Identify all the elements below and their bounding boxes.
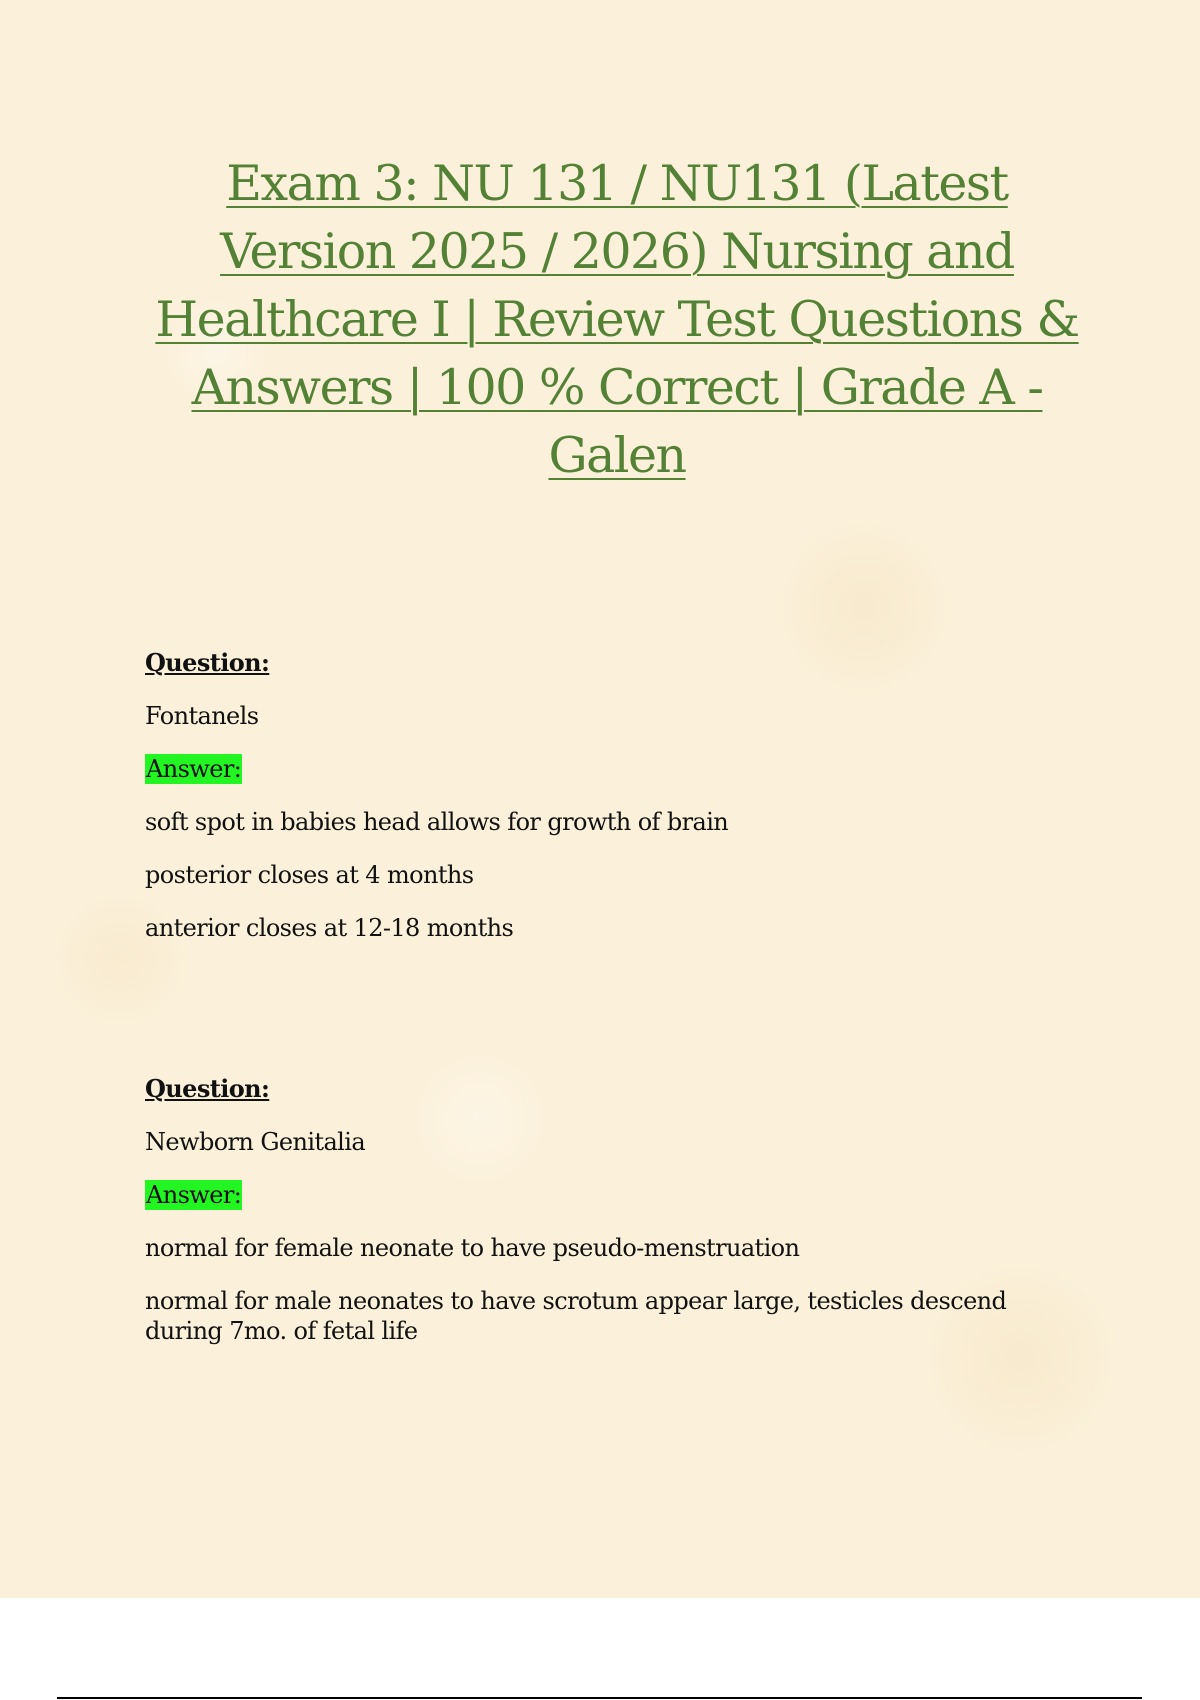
question-label: Question:: [145, 648, 270, 677]
qa-block: [145, 648, 1075, 943]
question-text: Fontanels: [145, 702, 259, 730]
answer-label: Answer:: [146, 755, 242, 783]
question-label: Question:: [145, 1074, 270, 1103]
footer-rule: [57, 1697, 1142, 1699]
qa-block: [145, 1074, 1075, 1346]
answer-line: normal for male neonates to have scrotum appear large, testicles descend during 7mo. of fetal life: [145, 1287, 1007, 1345]
answer-label: Answer:: [146, 1181, 242, 1209]
document-title: Exam 3: NU 131 / NU131 (Latest Version 2025 / 2026) Nursing and Healthcare I | Review Test Questions & Answers | 100 % Correct | Grade A - Galen: [155, 155, 1079, 484]
answer-line: posterior closes at 4 months: [145, 861, 474, 889]
answer-line: soft spot in babies head allows for growth of brain: [145, 808, 729, 836]
question-text: Newborn Genitalia: [145, 1128, 366, 1156]
answer-line: normal for female neonate to have pseudo-menstruation: [145, 1234, 800, 1262]
answer-line: anterior closes at 12-18 months: [145, 914, 514, 942]
